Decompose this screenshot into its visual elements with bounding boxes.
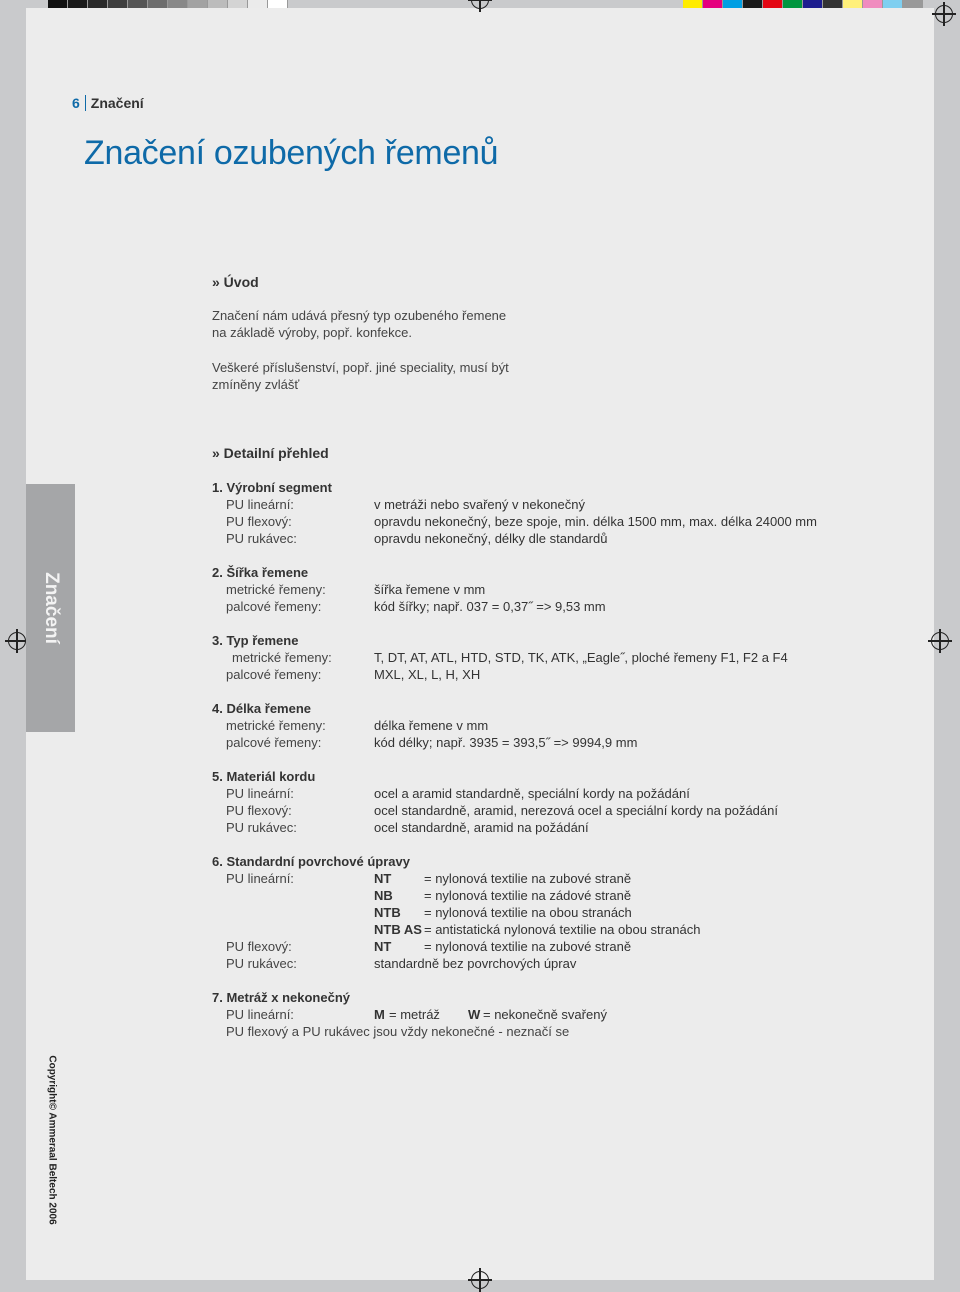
s4-value: kód délky; např. 3935 = 393,5˝ => 9994,9 mm xyxy=(374,735,638,750)
finish-code: NTB xyxy=(374,905,401,920)
s5-label: PU flexový: xyxy=(226,803,292,818)
s2-value: šířka řemene v mm xyxy=(374,582,486,597)
finish-description: = nylonová textilie na zubové straně xyxy=(424,939,632,954)
finish-description: = antistatická nylonová textilie na obou stranách xyxy=(424,922,701,937)
s4-label: metrické řemeny: xyxy=(226,718,326,733)
s5-value: ocel standardně, aramid na požádání xyxy=(374,820,589,835)
side-tab xyxy=(26,484,75,732)
s5-value: ocel a aramid standardně, speciální kordy na požádání xyxy=(374,786,690,801)
s1-label: PU rukávec: xyxy=(226,531,297,546)
registration-mark-icon xyxy=(8,632,26,650)
s3-value: T, DT, AT, ATL, HTD, STD, TK, ATK, „Eagle˝, ploché řemeny F1, F2 a F4 xyxy=(374,650,788,665)
s5-label: PU lineární: xyxy=(226,786,294,801)
section-6-heading: 6. Standardní povrchové úpravy xyxy=(212,854,410,869)
header-divider xyxy=(85,95,86,111)
s1-label: PU lineární: xyxy=(226,497,294,512)
s6-label: PU flexový: xyxy=(226,939,292,954)
s5-value: ocel standardně, aramid, nerezová ocel a speciální kordy na požádání xyxy=(374,803,778,818)
finish-code: NT xyxy=(374,871,392,886)
running-header xyxy=(72,95,144,111)
m-code: M xyxy=(374,1007,385,1022)
s2-value: kód šířky; např. 037 = 0,37˝ => 9,53 mm xyxy=(374,599,606,614)
s1-value: v metráži nebo svařený v nekonečný xyxy=(374,497,585,512)
document-page xyxy=(26,8,934,1280)
intro-paragraph-1 xyxy=(212,307,506,341)
section-4-heading: 4. Délka řemene xyxy=(212,701,312,716)
registration-mark-icon xyxy=(931,632,949,650)
page-number: 6 xyxy=(72,95,80,111)
side-tab-label: Značení xyxy=(41,572,62,644)
s1-value: opravdu nekonečný, beze spoje, min. délka 1500 mm, max. délka 24000 mm xyxy=(374,514,817,529)
finish-code: NB xyxy=(374,888,393,903)
s5-label: PU rukávec: xyxy=(226,820,297,835)
s7-label: PU lineární: xyxy=(226,1007,294,1022)
s3-label: metrické řemeny: xyxy=(232,650,332,665)
text-line: zmíněny zvlášť xyxy=(212,377,300,392)
header-section: Značení xyxy=(90,95,144,111)
w-description: = nekonečně svařený xyxy=(483,1007,607,1022)
s2-label: palcové řemeny: xyxy=(226,599,322,614)
gray-registration-bar xyxy=(48,0,288,8)
w-code: W xyxy=(468,1007,481,1022)
s3-value: MXL, XL, L, H, XH xyxy=(374,667,481,682)
overview-heading: » Detailní přehled xyxy=(212,445,329,461)
s1-value: opravdu nekonečný, délky dle standardů xyxy=(374,531,608,546)
finish-description: = nylonová textilie na zubové straně xyxy=(424,871,632,886)
page-title: Značení ozubených řemenů xyxy=(84,134,499,172)
section-2-heading: 2. Šířka řemene xyxy=(212,565,309,580)
s6-label: PU rukávec: xyxy=(226,956,297,971)
text-line: Veškeré příslušenství, popř. jiné speciality, musí být xyxy=(212,360,509,375)
registration-mark-icon xyxy=(471,1271,489,1289)
finish-code: NT xyxy=(374,939,392,954)
finish-description: = nylonová textilie na obou stranách xyxy=(424,905,632,920)
color-registration-bar xyxy=(683,0,923,8)
section-3-heading: 3. Typ řemene xyxy=(212,633,299,648)
s3-label: palcové řemeny: xyxy=(226,667,322,682)
text-line: na základě výroby, popř. konfekce. xyxy=(212,325,412,340)
intro-heading: » Úvod xyxy=(212,274,259,290)
s4-label: palcové řemeny: xyxy=(226,735,322,750)
section-1-heading: 1. Výrobní segment xyxy=(212,480,332,495)
finish-description: = nylonová textilie na zádové straně xyxy=(424,888,632,903)
m-description: = metráž xyxy=(389,1007,440,1022)
s7-note: PU flexový a PU rukávec jsou vždy nekonečné - neznačí se xyxy=(226,1024,570,1039)
text-line: Značení nám udává přesný typ ozubeného řemene xyxy=(212,308,507,323)
s4-value: délka řemene v mm xyxy=(374,718,489,733)
section-5-heading: 5. Materiál kordu xyxy=(212,769,316,784)
registration-mark-icon xyxy=(935,5,953,23)
s2-label: metrické řemeny: xyxy=(226,582,326,597)
s6-value: standardně bez povrchových úprav xyxy=(374,956,577,971)
s1-label: PU flexový: xyxy=(226,514,292,529)
s6-label: PU lineární: xyxy=(226,871,294,886)
finish-code: NTB AS xyxy=(374,922,422,937)
intro-paragraph-2 xyxy=(212,359,509,393)
section-7-heading: 7. Metráž x nekonečný xyxy=(212,990,350,1005)
copyright-note: Copyright© Ammeraal Beltech 2006 xyxy=(46,1055,58,1225)
